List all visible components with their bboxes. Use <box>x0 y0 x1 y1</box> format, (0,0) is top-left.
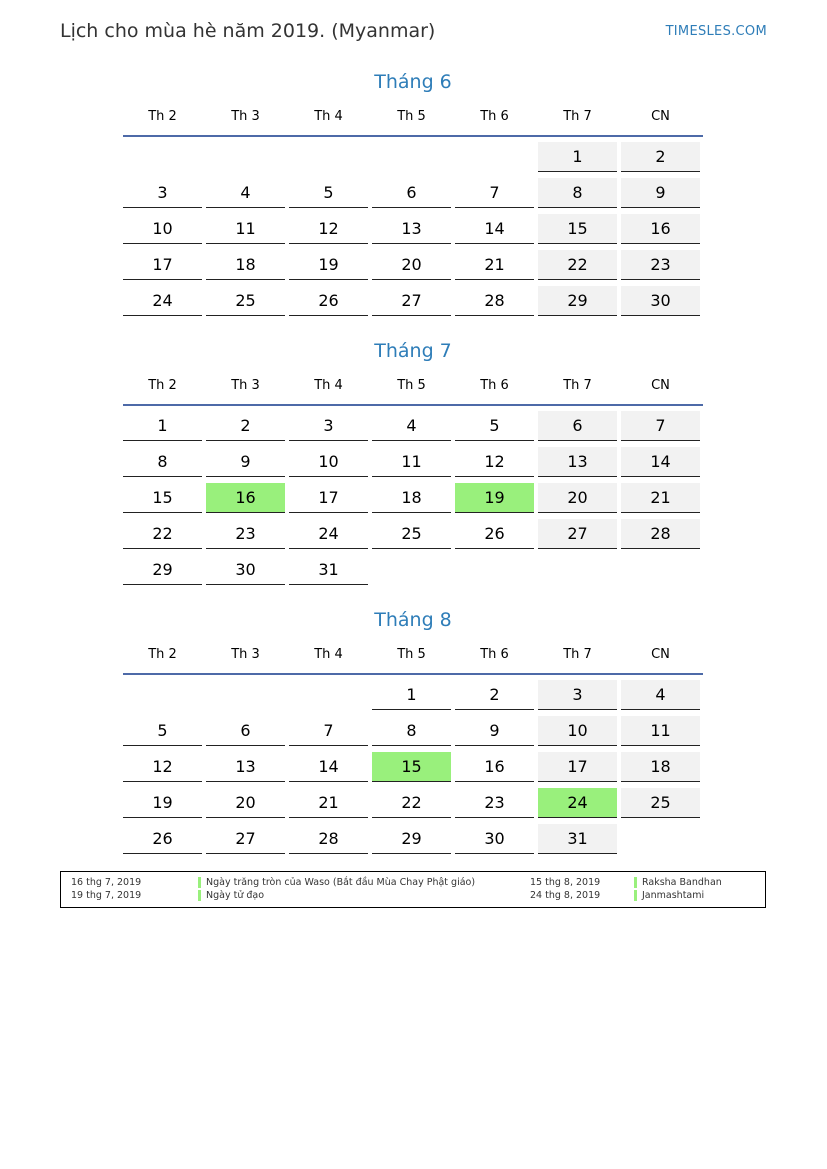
empty-cell <box>372 555 451 585</box>
day-cell: 24 <box>538 788 617 818</box>
weekday-header <box>123 640 703 670</box>
empty-cell <box>123 680 202 710</box>
weeks-grid <box>123 680 703 854</box>
week-row <box>123 178 703 208</box>
day-cell: 30 <box>206 555 285 585</box>
weekday-label: Th 4 <box>314 378 343 393</box>
legend-name-2: Ngày tử đạo <box>198 890 264 901</box>
day-cell: 14 <box>621 447 700 477</box>
day-cell: 17 <box>538 752 617 782</box>
empty-cell <box>455 555 534 585</box>
day-cell: 28 <box>621 519 700 549</box>
day-cell: 30 <box>455 824 534 854</box>
weekday-label: Th 3 <box>231 378 260 393</box>
day-cell: 11 <box>372 447 451 477</box>
weekday-label: Th 6 <box>480 109 509 124</box>
day-cell: 17 <box>289 483 368 513</box>
day-cell: 5 <box>455 411 534 441</box>
weekday-label: Th 3 <box>231 647 260 662</box>
weeks-grid <box>123 142 703 316</box>
day-cell: 1 <box>123 411 202 441</box>
day-cell: 25 <box>206 286 285 316</box>
day-cell: 20 <box>206 788 285 818</box>
weekday-header <box>123 102 703 132</box>
empty-cell <box>206 680 285 710</box>
week-row <box>123 716 703 746</box>
brand-link[interactable]: TIMESLES.COM <box>665 24 767 39</box>
weekday-label: Th 7 <box>563 378 592 393</box>
day-cell: 26 <box>289 286 368 316</box>
day-cell: 24 <box>123 286 202 316</box>
day-cell: 14 <box>289 752 368 782</box>
month-calendar <box>123 337 703 591</box>
day-cell: 7 <box>289 716 368 746</box>
day-cell: 9 <box>455 716 534 746</box>
empty-cell <box>621 824 700 854</box>
week-row <box>123 680 703 710</box>
day-cell: 4 <box>621 680 700 710</box>
day-cell: 30 <box>621 286 700 316</box>
day-cell: 21 <box>289 788 368 818</box>
day-cell: 7 <box>455 178 534 208</box>
day-cell: 2 <box>455 680 534 710</box>
day-cell: 29 <box>372 824 451 854</box>
week-row <box>123 142 703 172</box>
day-cell: 2 <box>621 142 700 172</box>
empty-cell <box>289 680 368 710</box>
page-title: Lịch cho mùa hè năm 2019. (Myanmar) <box>60 20 436 42</box>
weekday-label: CN <box>651 378 670 393</box>
weekday-header <box>123 371 703 401</box>
empty-cell <box>621 555 700 585</box>
weekday-label: Th 7 <box>563 109 592 124</box>
weekday-label: Th 5 <box>397 109 426 124</box>
day-cell: 12 <box>123 752 202 782</box>
day-cell: 15 <box>123 483 202 513</box>
day-cell: 8 <box>372 716 451 746</box>
day-cell: 6 <box>372 178 451 208</box>
day-cell: 7 <box>621 411 700 441</box>
day-cell: 18 <box>621 752 700 782</box>
day-cell: 19 <box>289 250 368 280</box>
day-cell: 2 <box>206 411 285 441</box>
legend-date-4: 24 thg 8, 2019 <box>530 890 601 901</box>
legend-date-3: 15 thg 8, 2019 <box>530 877 601 888</box>
day-cell: 26 <box>123 824 202 854</box>
day-cell: 19 <box>455 483 534 513</box>
weekday-label: Th 3 <box>231 109 260 124</box>
day-cell: 1 <box>372 680 451 710</box>
day-cell: 20 <box>538 483 617 513</box>
day-cell: 27 <box>372 286 451 316</box>
weekday-label: Th 6 <box>480 378 509 393</box>
week-row <box>123 447 703 477</box>
day-cell: 29 <box>538 286 617 316</box>
day-cell: 21 <box>455 250 534 280</box>
holiday-legend <box>60 871 766 908</box>
legend-name-4: Janmashtami <box>634 890 704 901</box>
week-row <box>123 824 703 854</box>
day-cell: 29 <box>123 555 202 585</box>
day-cell: 19 <box>123 788 202 818</box>
empty-cell <box>538 555 617 585</box>
day-cell: 6 <box>538 411 617 441</box>
week-row <box>123 250 703 280</box>
day-cell: 16 <box>206 483 285 513</box>
empty-cell <box>455 142 534 172</box>
header-divider <box>123 673 703 675</box>
day-cell: 6 <box>206 716 285 746</box>
day-cell: 13 <box>538 447 617 477</box>
day-cell: 31 <box>289 555 368 585</box>
weekday-label: Th 4 <box>314 647 343 662</box>
week-row <box>123 411 703 441</box>
weekday-label: Th 4 <box>314 109 343 124</box>
day-cell: 4 <box>372 411 451 441</box>
day-cell: 13 <box>206 752 285 782</box>
day-cell: 17 <box>123 250 202 280</box>
day-cell: 10 <box>289 447 368 477</box>
week-row <box>123 483 703 513</box>
day-cell: 8 <box>538 178 617 208</box>
day-cell: 11 <box>621 716 700 746</box>
empty-cell <box>289 142 368 172</box>
weekday-label: Th 5 <box>397 647 426 662</box>
day-cell: 28 <box>455 286 534 316</box>
day-cell: 14 <box>455 214 534 244</box>
day-cell: 5 <box>123 716 202 746</box>
day-cell: 23 <box>621 250 700 280</box>
day-cell: 25 <box>372 519 451 549</box>
weekday-label: Th 5 <box>397 378 426 393</box>
weekday-label: Th 2 <box>148 109 177 124</box>
day-cell: 3 <box>538 680 617 710</box>
month-calendar <box>123 68 703 322</box>
day-cell: 22 <box>123 519 202 549</box>
week-row <box>123 788 703 818</box>
day-cell: 3 <box>123 178 202 208</box>
header-divider <box>123 404 703 406</box>
day-cell: 4 <box>206 178 285 208</box>
day-cell: 8 <box>123 447 202 477</box>
day-cell: 22 <box>372 788 451 818</box>
day-cell: 12 <box>455 447 534 477</box>
day-cell: 31 <box>538 824 617 854</box>
legend-date-1: 16 thg 7, 2019 <box>71 877 142 888</box>
day-cell: 28 <box>289 824 368 854</box>
day-cell: 18 <box>372 483 451 513</box>
day-cell: 25 <box>621 788 700 818</box>
day-cell: 16 <box>455 752 534 782</box>
header-divider <box>123 135 703 137</box>
weekday-label: CN <box>651 647 670 662</box>
empty-cell <box>372 142 451 172</box>
week-row <box>123 752 703 782</box>
day-cell: 5 <box>289 178 368 208</box>
day-cell: 24 <box>289 519 368 549</box>
day-cell: 15 <box>372 752 451 782</box>
month-title: Tháng 8 <box>374 609 452 631</box>
day-cell: 22 <box>538 250 617 280</box>
day-cell: 11 <box>206 214 285 244</box>
day-cell: 3 <box>289 411 368 441</box>
day-cell: 27 <box>206 824 285 854</box>
day-cell: 26 <box>455 519 534 549</box>
day-cell: 10 <box>123 214 202 244</box>
weekday-label: Th 7 <box>563 647 592 662</box>
day-cell: 27 <box>538 519 617 549</box>
month-title: Tháng 7 <box>374 340 452 362</box>
weeks-grid <box>123 411 703 585</box>
weekday-label: Th 2 <box>148 647 177 662</box>
weekday-label: CN <box>651 109 670 124</box>
empty-cell <box>123 142 202 172</box>
day-cell: 9 <box>621 178 700 208</box>
week-row <box>123 519 703 549</box>
day-cell: 23 <box>455 788 534 818</box>
day-cell: 13 <box>372 214 451 244</box>
day-cell: 23 <box>206 519 285 549</box>
week-row <box>123 214 703 244</box>
legend-name-1: Ngày trăng tròn của Waso (Bắt đầu Mùa Chay Phật giáo) <box>198 877 475 888</box>
weekday-label: Th 6 <box>480 647 509 662</box>
day-cell: 15 <box>538 214 617 244</box>
legend-date-2: 19 thg 7, 2019 <box>71 890 142 901</box>
day-cell: 9 <box>206 447 285 477</box>
day-cell: 20 <box>372 250 451 280</box>
day-cell: 1 <box>538 142 617 172</box>
week-row <box>123 555 703 585</box>
day-cell: 21 <box>621 483 700 513</box>
legend-name-3: Raksha Bandhan <box>634 877 722 888</box>
month-calendar <box>123 606 703 860</box>
month-title: Tháng 6 <box>374 71 452 93</box>
empty-cell <box>206 142 285 172</box>
day-cell: 10 <box>538 716 617 746</box>
day-cell: 12 <box>289 214 368 244</box>
day-cell: 16 <box>621 214 700 244</box>
week-row <box>123 286 703 316</box>
day-cell: 18 <box>206 250 285 280</box>
weekday-label: Th 2 <box>148 378 177 393</box>
